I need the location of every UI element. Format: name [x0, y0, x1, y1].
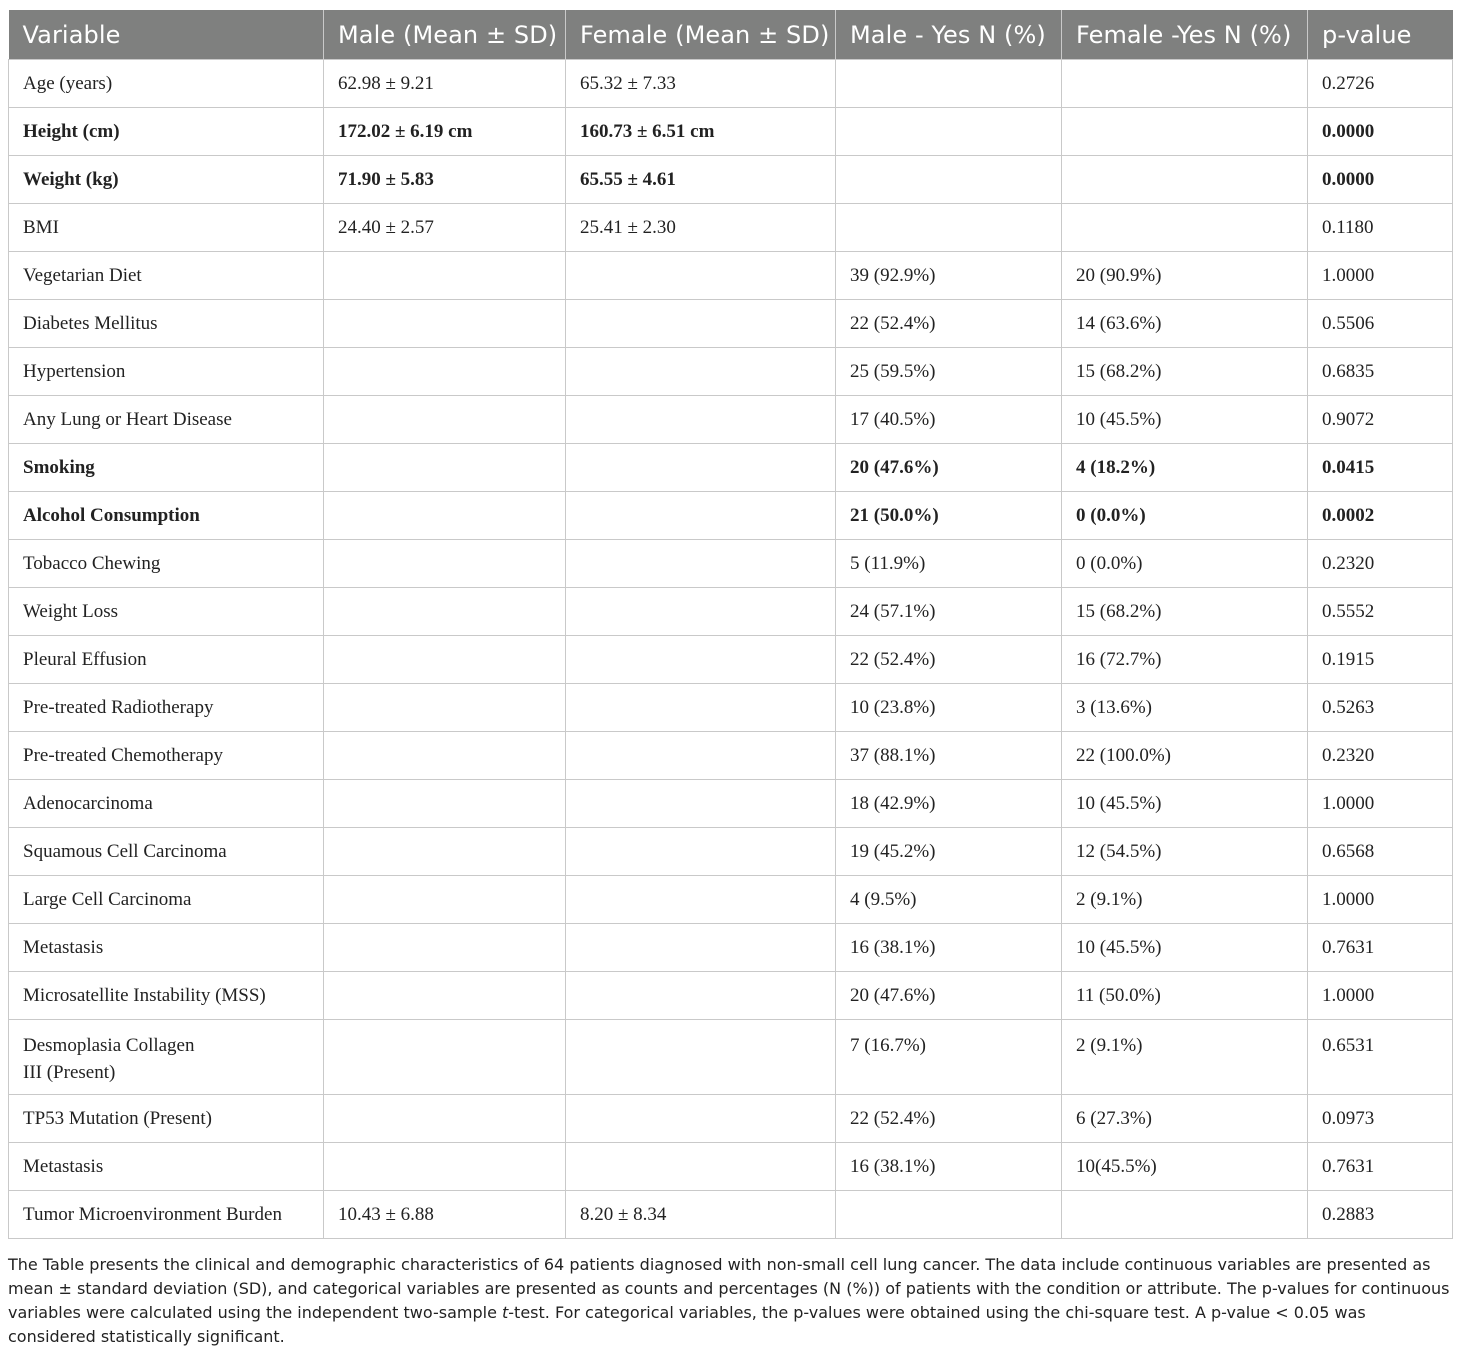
footnote-italic-t: t: [502, 1303, 509, 1322]
cell-female-mean: [566, 1095, 836, 1143]
cell-female-yes: 4 (18.2%): [1062, 444, 1308, 492]
cell-female-yes: [1062, 108, 1308, 156]
table-row: [9, 492, 1453, 540]
cell-male-mean: [324, 972, 566, 1020]
cell-female-yes: 3 (13.6%): [1062, 684, 1308, 732]
cell-male-mean: [324, 636, 566, 684]
cell-p-value: 1.0000: [1308, 252, 1453, 300]
cell-male-mean: 172.02 ± 6.19 cm: [324, 108, 566, 156]
cell-female-mean: 160.73 ± 6.51 cm: [566, 108, 836, 156]
table-container: [8, 10, 1452, 1239]
cell-male-mean: [324, 828, 566, 876]
cell-variable: Metastasis: [9, 1143, 324, 1191]
cell-variable: Diabetes Mellitus: [9, 300, 324, 348]
cell-male-mean: [324, 300, 566, 348]
cell-female-mean: [566, 636, 836, 684]
table-row: [9, 828, 1453, 876]
cell-variable: Hypertension: [9, 348, 324, 396]
cell-variable: Pleural Effusion: [9, 636, 324, 684]
cell-female-mean: [566, 732, 836, 780]
cell-male-yes: 22 (52.4%): [836, 1095, 1062, 1143]
cell-male-mean: [324, 588, 566, 636]
cell-female-yes: 22 (100.0%): [1062, 732, 1308, 780]
cell-variable: Vegetarian Diet: [9, 252, 324, 300]
cell-p-value: 1.0000: [1308, 876, 1453, 924]
cell-variable: Pre-treated Radiotherapy: [9, 684, 324, 732]
table-row: [9, 300, 1453, 348]
cell-female-mean: 25.41 ± 2.30: [566, 204, 836, 252]
cell-female-yes: 0 (0.0%): [1062, 492, 1308, 540]
cell-female-yes: 10 (45.5%): [1062, 780, 1308, 828]
cell-male-yes: 37 (88.1%): [836, 732, 1062, 780]
cell-female-yes: 15 (68.2%): [1062, 348, 1308, 396]
cell-variable: TP53 Mutation (Present): [9, 1095, 324, 1143]
header-male-yes: Male - Yes N (%): [836, 10, 1062, 60]
table-row: [9, 396, 1453, 444]
cell-male-mean: [324, 540, 566, 588]
cell-male-yes: 16 (38.1%): [836, 924, 1062, 972]
cell-male-yes: 39 (92.9%): [836, 252, 1062, 300]
cell-p-value: 0.7631: [1308, 1143, 1453, 1191]
cell-male-mean: [324, 732, 566, 780]
cell-female-mean: [566, 348, 836, 396]
header-female-yes: Female -Yes N (%): [1062, 10, 1308, 60]
cell-variable: Pre-treated Chemotherapy: [9, 732, 324, 780]
cell-female-mean: 65.55 ± 4.61: [566, 156, 836, 204]
cell-male-mean: [324, 252, 566, 300]
cell-female-yes: 6 (27.3%): [1062, 1095, 1308, 1143]
cell-variable: Alcohol Consumption: [9, 492, 324, 540]
cell-male-mean: [324, 780, 566, 828]
cell-p-value: 1.0000: [1308, 780, 1453, 828]
cell-p-value: 0.5552: [1308, 588, 1453, 636]
cell-variable: Any Lung or Heart Disease: [9, 396, 324, 444]
cell-female-mean: [566, 492, 836, 540]
cell-male-yes: 10 (23.8%): [836, 684, 1062, 732]
cell-variable: Weight (kg): [9, 156, 324, 204]
cell-female-mean: [566, 588, 836, 636]
cell-male-mean: 62.98 ± 9.21: [324, 60, 566, 108]
cell-male-yes: 22 (52.4%): [836, 300, 1062, 348]
cell-male-mean: [324, 444, 566, 492]
cell-female-yes: [1062, 156, 1308, 204]
cell-p-value: 1.0000: [1308, 972, 1453, 1020]
table-row: [9, 444, 1453, 492]
cell-male-yes: [836, 204, 1062, 252]
cell-p-value: 0.0000: [1308, 156, 1453, 204]
cell-male-yes: 20 (47.6%): [836, 972, 1062, 1020]
cell-p-value: 0.1915: [1308, 636, 1453, 684]
cell-variable: Adenocarcinoma: [9, 780, 324, 828]
cell-male-yes: 4 (9.5%): [836, 876, 1062, 924]
cell-male-yes: 5 (11.9%): [836, 540, 1062, 588]
cell-variable: Desmoplasia Collagen III (Present): [9, 1020, 324, 1095]
table-row: [9, 60, 1453, 108]
header-p-value: p-value: [1308, 10, 1453, 60]
table-row: [9, 204, 1453, 252]
header-female-mean: Female (Mean ± SD): [566, 10, 836, 60]
cell-female-yes: 12 (54.5%): [1062, 828, 1308, 876]
cell-p-value: 0.2320: [1308, 732, 1453, 780]
cell-variable: Smoking: [9, 444, 324, 492]
table-row: [9, 1020, 1453, 1095]
cell-female-yes: 15 (68.2%): [1062, 588, 1308, 636]
cell-female-mean: [566, 252, 836, 300]
table-row: [9, 924, 1453, 972]
table-row: [9, 636, 1453, 684]
cell-male-yes: 24 (57.1%): [836, 588, 1062, 636]
cell-p-value: 0.1180: [1308, 204, 1453, 252]
cell-female-yes: 11 (50.0%): [1062, 972, 1308, 1020]
footnote-text-part1: The Table presents the clinical and demographic characteristics of 64 patients diagnosed with non-small cell lung cancer. The data include continuous variables are presented as mean ± standard deviation (SD), and categorical variables are presented as counts and percentages (N (%)) of patients with the condition or attribute. The p-values for continuous variables were calculated using the independent two-sample: [8, 1255, 1450, 1322]
cell-male-mean: [324, 396, 566, 444]
table-row: [9, 1095, 1453, 1143]
cell-male-yes: 22 (52.4%): [836, 636, 1062, 684]
cell-male-mean: 24.40 ± 2.57: [324, 204, 566, 252]
cell-female-mean: [566, 300, 836, 348]
cell-variable: BMI: [9, 204, 324, 252]
table-row: [9, 1143, 1453, 1191]
cell-female-yes: 10(45.5%): [1062, 1143, 1308, 1191]
table-row: [9, 588, 1453, 636]
cell-p-value: 0.6531: [1308, 1020, 1453, 1095]
cell-female-mean: [566, 972, 836, 1020]
cell-male-mean: [324, 1143, 566, 1191]
cell-male-mean: [324, 684, 566, 732]
cell-male-yes: [836, 60, 1062, 108]
cell-p-value: 0.0000: [1308, 108, 1453, 156]
cell-female-yes: [1062, 1191, 1308, 1239]
cell-male-mean: [324, 348, 566, 396]
table-row: [9, 108, 1453, 156]
cell-female-mean: 65.32 ± 7.33: [566, 60, 836, 108]
cell-female-mean: [566, 876, 836, 924]
cell-variable: Tobacco Chewing: [9, 540, 324, 588]
cell-variable: Height (cm): [9, 108, 324, 156]
cell-female-mean: [566, 1020, 836, 1095]
table-row: [9, 540, 1453, 588]
table-row: [9, 684, 1453, 732]
cell-variable: Metastasis: [9, 924, 324, 972]
cell-female-yes: 20 (90.9%): [1062, 252, 1308, 300]
cell-female-mean: [566, 924, 836, 972]
cell-male-mean: [324, 1095, 566, 1143]
cell-female-yes: 0 (0.0%): [1062, 540, 1308, 588]
table-row: [9, 732, 1453, 780]
table-header: [9, 10, 1453, 60]
cell-female-mean: [566, 396, 836, 444]
cell-male-mean: 10.43 ± 6.88: [324, 1191, 566, 1239]
cell-p-value: 0.0002: [1308, 492, 1453, 540]
cell-male-mean: [324, 876, 566, 924]
cell-female-mean: [566, 684, 836, 732]
cell-male-yes: 21 (50.0%): [836, 492, 1062, 540]
cell-male-yes: 25 (59.5%): [836, 348, 1062, 396]
cell-male-mean: 71.90 ± 5.83: [324, 156, 566, 204]
cell-p-value: 0.5263: [1308, 684, 1453, 732]
table-row: [9, 780, 1453, 828]
table-row: [9, 1191, 1453, 1239]
cell-p-value: 0.2320: [1308, 540, 1453, 588]
cell-variable: Weight Loss: [9, 588, 324, 636]
characteristics-table: [8, 10, 1453, 1239]
cell-variable: Large Cell Carcinoma: [9, 876, 324, 924]
cell-male-mean: [324, 1020, 566, 1095]
cell-female-yes: [1062, 60, 1308, 108]
cell-male-yes: 20 (47.6%): [836, 444, 1062, 492]
cell-p-value: 0.5506: [1308, 300, 1453, 348]
cell-p-value: 0.0973: [1308, 1095, 1453, 1143]
cell-male-mean: [324, 492, 566, 540]
cell-p-value: 0.6835: [1308, 348, 1453, 396]
cell-male-yes: [836, 1191, 1062, 1239]
table-footnote: [8, 1253, 1452, 1349]
header-row: [9, 10, 1453, 60]
cell-p-value: 0.9072: [1308, 396, 1453, 444]
cell-p-value: 0.6568: [1308, 828, 1453, 876]
table-row: [9, 252, 1453, 300]
cell-female-mean: [566, 540, 836, 588]
cell-female-yes: 2 (9.1%): [1062, 876, 1308, 924]
cell-male-yes: 16 (38.1%): [836, 1143, 1062, 1191]
table-row: [9, 972, 1453, 1020]
cell-male-yes: [836, 108, 1062, 156]
cell-p-value: 0.7631: [1308, 924, 1453, 972]
cell-variable: Microsatellite Instability (MSS): [9, 972, 324, 1020]
header-male-mean: Male (Mean ± SD): [324, 10, 566, 60]
cell-female-mean: [566, 828, 836, 876]
table-row: [9, 348, 1453, 396]
cell-female-yes: 10 (45.5%): [1062, 396, 1308, 444]
cell-female-mean: 8.20 ± 8.34: [566, 1191, 836, 1239]
cell-male-yes: 17 (40.5%): [836, 396, 1062, 444]
cell-male-yes: 7 (16.7%): [836, 1020, 1062, 1095]
footnote-text-part2: -test. For categorical variables, the p-values were obtained using the chi-square test. A p-value < 0.05 was considered statistically significant.: [8, 1303, 1366, 1346]
cell-p-value: 0.0415: [1308, 444, 1453, 492]
cell-variable: Squamous Cell Carcinoma: [9, 828, 324, 876]
cell-female-yes: 10 (45.5%): [1062, 924, 1308, 972]
cell-variable: Tumor Microenvironment Burden: [9, 1191, 324, 1239]
table-body: [9, 60, 1453, 1239]
cell-female-yes: 2 (9.1%): [1062, 1020, 1308, 1095]
cell-female-mean: [566, 780, 836, 828]
cell-female-yes: [1062, 204, 1308, 252]
table-row: [9, 876, 1453, 924]
cell-male-yes: 19 (45.2%): [836, 828, 1062, 876]
cell-variable: Age (years): [9, 60, 324, 108]
cell-female-yes: 16 (72.7%): [1062, 636, 1308, 684]
header-variable: Variable: [9, 10, 324, 60]
cell-male-mean: [324, 924, 566, 972]
table-row: [9, 156, 1453, 204]
cell-male-yes: [836, 156, 1062, 204]
cell-female-mean: [566, 1143, 836, 1191]
cell-male-yes: 18 (42.9%): [836, 780, 1062, 828]
cell-female-yes: 14 (63.6%): [1062, 300, 1308, 348]
cell-p-value: 0.2726: [1308, 60, 1453, 108]
cell-female-mean: [566, 444, 836, 492]
cell-p-value: 0.2883: [1308, 1191, 1453, 1239]
